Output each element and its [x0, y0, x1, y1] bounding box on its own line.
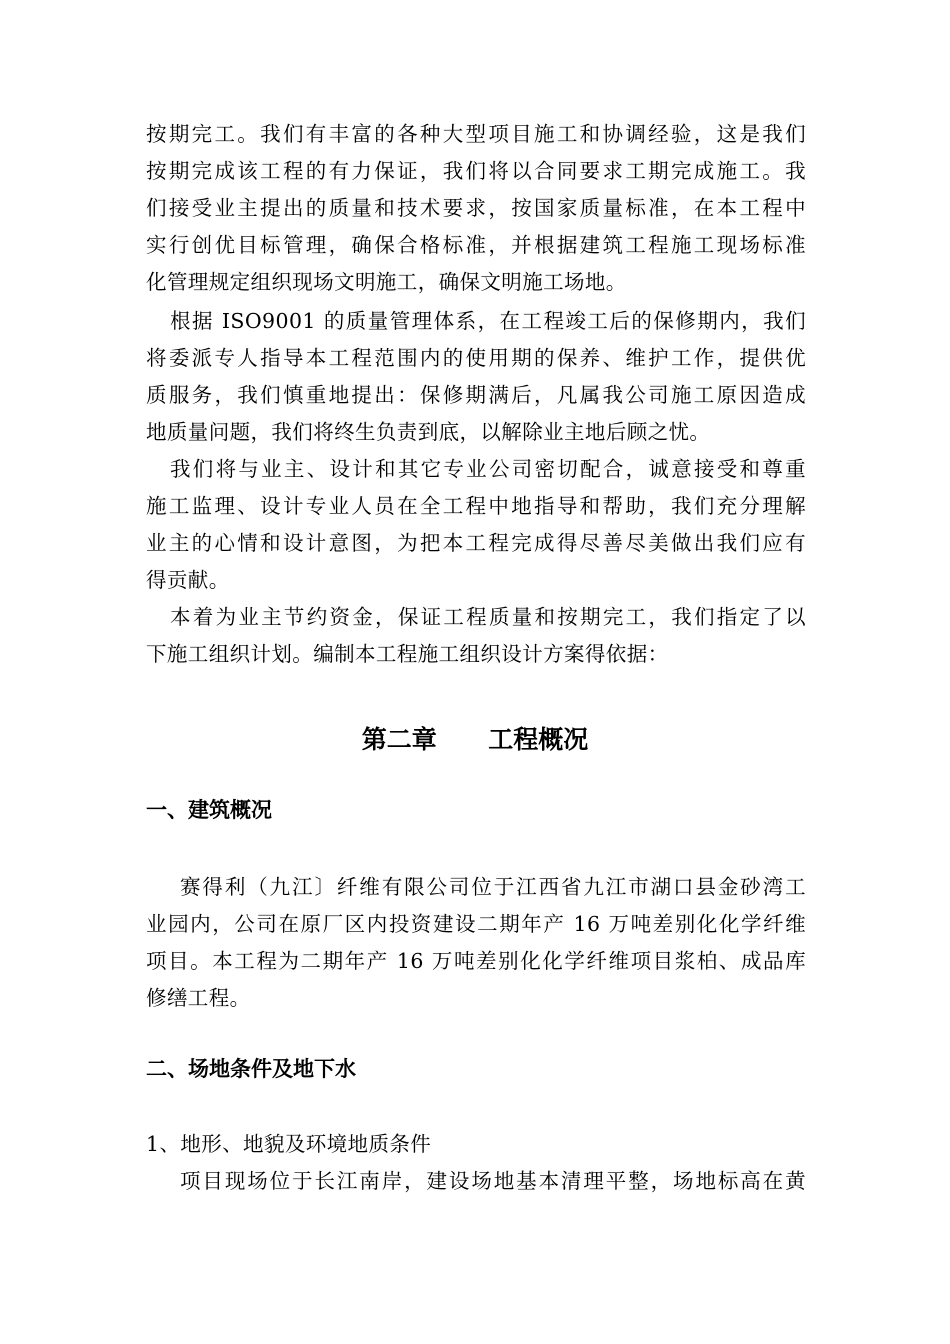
text-line: 项目现场位于长江南岸，建设场地基本清理平整，场地标高在黄 — [180, 1169, 806, 1193]
paragraph-plan-basis — [146, 599, 806, 673]
text-line: 们接受业主提出的质量和技术要求，按国家质量标准，在本工程中 — [146, 196, 806, 220]
text-line: 业园内，公司在原厂区内投资建设二期年产 16 万吨差别化化学纤维 — [146, 912, 806, 936]
text-line: 按期完成该工程的有力保证，我们将以合同要求工期完成施工。我 — [146, 159, 806, 183]
text-line: 下施工组织计划。编制本工程施工组织设计方案得依据： — [146, 642, 669, 666]
section-heading-building-overview: 一、建筑概况 — [146, 798, 272, 822]
text-line: 实行创优目标管理，确保合格标准，并根据建筑工程施工现场标准 — [146, 233, 806, 257]
paragraph-cooperation — [146, 451, 806, 599]
paragraph-building-overview — [146, 869, 806, 1017]
text-line: 化管理规定组织现场文明施工，确保文明施工场地。 — [146, 270, 627, 294]
text-line: 施工监理、设计专业人员在全工程中地指导和帮助，我们充分理解 — [146, 494, 806, 518]
text-line: 按期完工。我们有丰富的各种大型项目施工和协调经验，这是我们 — [146, 122, 806, 146]
chapter-title — [0, 720, 950, 760]
text-line: 质服务，我们慎重地提出：保修期满后，凡属我公司施工原因造成 — [146, 383, 806, 407]
text-line: 根据 ISO9001 的质量管理体系，在工程竣工后的保修期内，我们 — [170, 309, 806, 333]
text-line: 本着为业主节约资金，保证工程质量和按期完工，我们指定了以 — [170, 605, 806, 629]
chapter-name: 工程概况 — [488, 725, 589, 754]
text-line: 我们将与业主、设计和其它专业公司密切配合，诚意接受和尊重 — [170, 457, 806, 481]
paragraph-intro-continued — [146, 116, 806, 301]
text-line: 业主的心情和设计意图，为把本工程完成得尽善尽美做出我们应有 — [146, 531, 806, 555]
paragraph-site-terrain — [146, 1126, 806, 1200]
text-line: 将委派专人指导本工程范围内的使用期的保养、维护工作，提供优 — [146, 346, 806, 370]
text-line: 地质量问题，我们将终生负责到底，以解除业主地后顾之忧。 — [146, 420, 711, 444]
text-line: 项目。本工程为二期年产 16 万吨差别化化学纤维项目浆柏、成品库 — [146, 949, 806, 973]
text-line: 得贡献。 — [146, 568, 230, 592]
text-line: 赛得利（九江〕纤维有限公司位于江西省九江市湖口县金砂湾工 — [180, 875, 806, 899]
subsection-heading-terrain: 1、地形、地貌及环境地质条件 — [146, 1132, 432, 1156]
paragraph-iso9001 — [146, 303, 806, 451]
text-line: 修缮工程。 — [146, 986, 251, 1010]
section-heading-site-conditions: 二、场地条件及地下水 — [146, 1057, 356, 1081]
chapter-number: 第二章 — [361, 725, 437, 754]
